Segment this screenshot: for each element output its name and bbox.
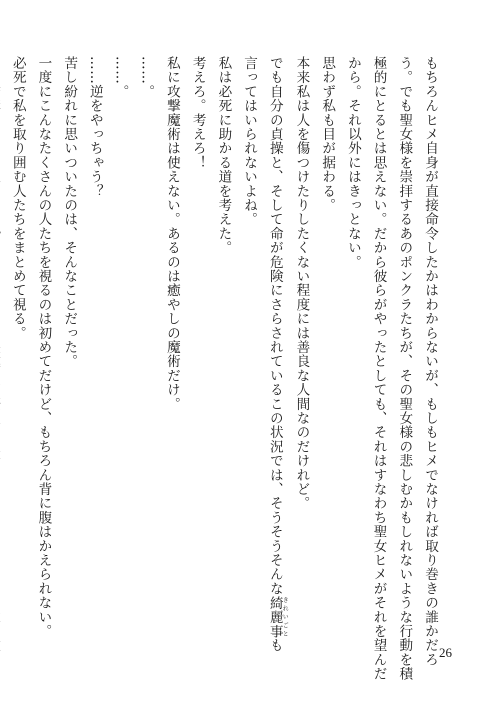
text-line-7-tail: も xyxy=(266,638,283,653)
text-line-15: 苦し紛れに思いついたのは、そんなことだった。 xyxy=(61,56,78,369)
text-line-12: ……。 xyxy=(138,56,155,99)
text-line-2: う。でも聖女様を崇拝するあのポンクラたちが、その聖女様の悲しむかもしれないような行動を積 xyxy=(396,56,413,681)
text-line-14: ……逆をやっちゃう？ xyxy=(86,56,103,198)
text-line-18 xyxy=(0,56,4,626)
text-line-11: 私に攻撃魔術は使えない。あるのは癒やしの魔術だけ。 xyxy=(163,56,180,411)
page-number: 26 xyxy=(439,645,452,660)
text-line-6: 本来私は人を傷つけたりしたくない程度には善良な人間なのだけれど。 xyxy=(293,56,310,511)
ruby-kireigoto xyxy=(266,595,289,639)
vertical-text-block xyxy=(9,56,442,681)
text-line-1: もちろんヒメ自身が直接命令したかはわからないが、もしもヒメでなければ取り巻きの誰かだろ xyxy=(422,56,438,667)
ruby-reading: きれいごと xyxy=(281,595,289,639)
text-line-9: 私は必死に助かる道を考えた。 xyxy=(215,56,232,255)
ruby-base: 綺麗事 xyxy=(266,595,283,639)
text-line-17: 必死で私を取り囲む人たちをまとめて視る。 xyxy=(9,56,26,340)
text-line-10: 考えろ。考えろ！ xyxy=(189,56,206,170)
text-line-13: ……。 xyxy=(112,56,129,99)
text-line-16: 一度にこんなたくさんの人たちを視るのは初めてだけど、もちろん背に腹はかえられない。 xyxy=(35,56,52,639)
text-line-7-body: でも自分の貞操と、そして命が危険にさらされているこの状況では、そうそうそんな xyxy=(266,56,283,596)
text-line-4: から。それ以外にはきっとない。 xyxy=(344,56,361,269)
text-line-7 xyxy=(261,56,289,653)
text-line-3: 極的にとるとは思えない。だから彼らがやったとしても、それはすなわち聖女ヒメがそれを望んだ xyxy=(370,56,387,681)
text-line-5: 思わず私も目が据わる。 xyxy=(319,56,336,213)
text-line-8: 言ってはいられないよね。 xyxy=(241,56,258,227)
